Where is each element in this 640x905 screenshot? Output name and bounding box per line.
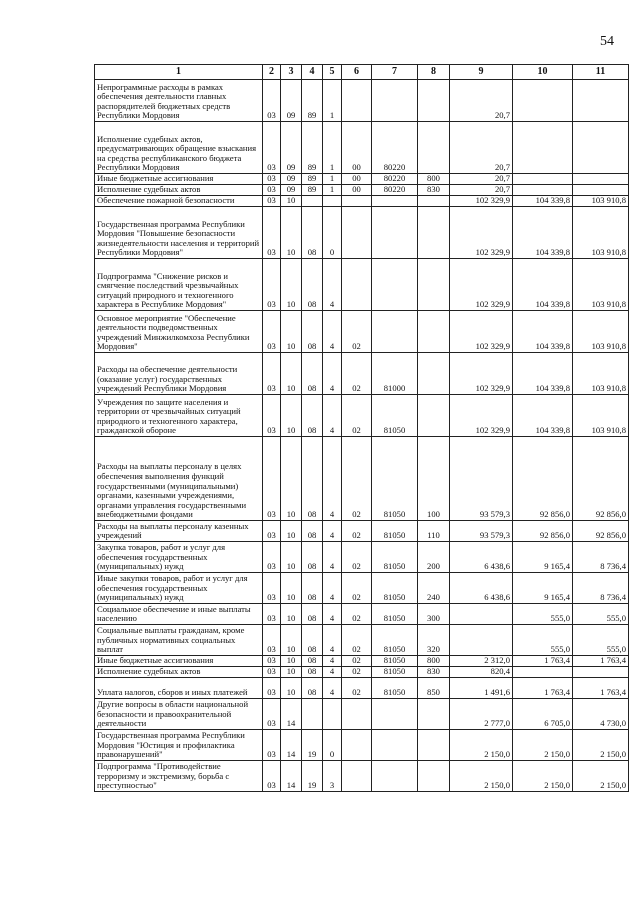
cell-col-5	[323, 196, 342, 207]
cell-col-10: 104 339,8	[513, 207, 573, 259]
cell-col-10	[513, 80, 573, 122]
cell-col-11	[573, 667, 629, 678]
cell-col-4	[302, 196, 323, 207]
cell-col-7	[372, 259, 418, 311]
cell-col-3: 14	[281, 761, 302, 792]
cell-col-6	[342, 761, 372, 792]
row-name-cell: Исполнение судебных актов	[95, 185, 263, 196]
table-row	[95, 573, 629, 604]
column-header-2: 2	[263, 65, 281, 80]
cell-col-8	[418, 80, 450, 122]
cell-col-6: 02	[342, 625, 372, 656]
row-name-cell: Расходы на обеспечение деятельности (оказание услуг) государственных учреждений Республики Мордовия	[95, 353, 263, 395]
cell-col-8	[418, 730, 450, 761]
row-name-cell: Иные закупки товаров, работ и услуг для обеспечения государственных (муниципальных) нужд	[95, 573, 263, 604]
cell-col-2: 03	[263, 122, 281, 174]
table-row	[95, 625, 629, 656]
cell-col-8	[418, 311, 450, 353]
cell-col-11: 8 736,4	[573, 573, 629, 604]
cell-col-6: 02	[342, 678, 372, 699]
cell-col-3: 10	[281, 196, 302, 207]
cell-col-9: 93 579,3	[450, 521, 513, 542]
row-name-cell: Социальное обеспечение и иные выплаты населению	[95, 604, 263, 625]
cell-col-4: 19	[302, 730, 323, 761]
cell-col-4	[302, 699, 323, 730]
cell-col-5: 4	[323, 656, 342, 667]
cell-col-5: 4	[323, 437, 342, 521]
cell-col-4: 08	[302, 353, 323, 395]
cell-col-2: 03	[263, 196, 281, 207]
cell-col-7: 81050	[372, 395, 418, 437]
cell-col-9: 20,7	[450, 80, 513, 122]
table-row	[95, 761, 629, 792]
cell-col-6: 00	[342, 174, 372, 185]
cell-col-2: 03	[263, 207, 281, 259]
row-name-cell: Обеспечение пожарной безопасности	[95, 196, 263, 207]
column-header-6: 6	[342, 65, 372, 80]
cell-col-9: 102 329,9	[450, 395, 513, 437]
column-header-8: 8	[418, 65, 450, 80]
row-name-cell: Другие вопросы в области национальной безопасности и правоохранительной деятельности	[95, 699, 263, 730]
cell-col-2: 03	[263, 259, 281, 311]
table-row	[95, 80, 629, 122]
cell-col-7: 81050	[372, 542, 418, 573]
cell-col-8	[418, 699, 450, 730]
cell-col-6: 02	[342, 656, 372, 667]
cell-col-2: 03	[263, 656, 281, 667]
cell-col-7: 81050	[372, 667, 418, 678]
cell-col-11	[573, 185, 629, 196]
cell-col-9: 2 150,0	[450, 761, 513, 792]
row-name-cell: Основное мероприятие "Обеспечение деятельности подведомственных учреждений Минжилкомхоза Республики Мордовия"	[95, 311, 263, 353]
cell-col-7: 81050	[372, 678, 418, 699]
cell-col-11: 92 856,0	[573, 437, 629, 521]
cell-col-11: 92 856,0	[573, 521, 629, 542]
table-row	[95, 353, 629, 395]
row-name-cell: Социальные выплаты гражданам, кроме публичных нормативных социальных выплат	[95, 625, 263, 656]
cell-col-4: 08	[302, 521, 323, 542]
cell-col-8	[418, 196, 450, 207]
cell-col-10	[513, 174, 573, 185]
cell-col-11: 8 736,4	[573, 542, 629, 573]
cell-col-7: 81000	[372, 353, 418, 395]
cell-col-5: 1	[323, 174, 342, 185]
cell-col-9	[450, 604, 513, 625]
cell-col-11	[573, 80, 629, 122]
table-row	[95, 395, 629, 437]
row-name-cell: Расходы на выплаты персоналу в целях обеспечения выполнения функций государственными (муниципальными) органами, казенными учреждениями, органами управления государственными внебюджетными фондами	[95, 437, 263, 521]
cell-col-7	[372, 699, 418, 730]
cell-col-5: 4	[323, 311, 342, 353]
cell-col-3: 10	[281, 207, 302, 259]
cell-col-2: 03	[263, 353, 281, 395]
cell-col-3: 10	[281, 656, 302, 667]
cell-col-7	[372, 207, 418, 259]
cell-col-3: 10	[281, 353, 302, 395]
cell-col-7: 80220	[372, 174, 418, 185]
cell-col-8: 110	[418, 521, 450, 542]
header-row	[95, 65, 629, 80]
cell-col-2: 03	[263, 542, 281, 573]
cell-col-6: 02	[342, 573, 372, 604]
cell-col-4: 19	[302, 761, 323, 792]
row-name-cell: Исполнение судебных актов, предусматривающих обращение взыскания на средства республиканского бюджета Республики Мордовия	[95, 122, 263, 174]
column-header-7: 7	[372, 65, 418, 80]
cell-col-3: 10	[281, 604, 302, 625]
cell-col-6: 02	[342, 542, 372, 573]
table-row	[95, 185, 629, 196]
cell-col-11: 4 730,0	[573, 699, 629, 730]
cell-col-4: 89	[302, 185, 323, 196]
cell-col-3: 10	[281, 259, 302, 311]
cell-col-2: 03	[263, 80, 281, 122]
cell-col-5: 1	[323, 80, 342, 122]
cell-col-6: 02	[342, 604, 372, 625]
cell-col-8	[418, 395, 450, 437]
table-row	[95, 542, 629, 573]
cell-col-10: 1 763,4	[513, 656, 573, 667]
cell-col-11: 1 763,4	[573, 678, 629, 699]
cell-col-6: 02	[342, 353, 372, 395]
cell-col-9: 1 491,6	[450, 678, 513, 699]
cell-col-6	[342, 196, 372, 207]
row-name-cell: Государственная программа Республики Мордовия "Повышение безопасности жизнедеятельности населения и территорий Республики Мордовия"	[95, 207, 263, 259]
column-header-5: 5	[323, 65, 342, 80]
cell-col-6: 00	[342, 122, 372, 174]
cell-col-9: 93 579,3	[450, 437, 513, 521]
cell-col-11: 103 910,8	[573, 311, 629, 353]
cell-col-9: 102 329,9	[450, 196, 513, 207]
cell-col-10: 104 339,8	[513, 353, 573, 395]
cell-col-8: 320	[418, 625, 450, 656]
cell-col-4: 08	[302, 311, 323, 353]
cell-col-3: 10	[281, 311, 302, 353]
cell-col-9: 20,7	[450, 185, 513, 196]
cell-col-6: 00	[342, 185, 372, 196]
row-name-cell: Подпрограмма "Противодействие терроризму и экстремизму, борьба с преступностью"	[95, 761, 263, 792]
cell-col-10	[513, 185, 573, 196]
cell-col-2: 03	[263, 437, 281, 521]
column-header-9: 9	[450, 65, 513, 80]
cell-col-4: 08	[302, 604, 323, 625]
column-header-4: 4	[302, 65, 323, 80]
cell-col-8: 800	[418, 656, 450, 667]
row-name-cell: Государственная программа Республики Мордовия "Юстиция и профилактика правонарушений"	[95, 730, 263, 761]
cell-col-4: 89	[302, 174, 323, 185]
cell-col-4: 08	[302, 437, 323, 521]
cell-col-11: 103 910,8	[573, 196, 629, 207]
cell-col-7: 80220	[372, 122, 418, 174]
cell-col-2: 03	[263, 395, 281, 437]
cell-col-4: 08	[302, 395, 323, 437]
cell-col-6	[342, 207, 372, 259]
cell-col-4: 08	[302, 573, 323, 604]
cell-col-11: 103 910,8	[573, 259, 629, 311]
table-row	[95, 259, 629, 311]
cell-col-5: 0	[323, 730, 342, 761]
cell-col-3: 09	[281, 80, 302, 122]
cell-col-5: 1	[323, 122, 342, 174]
cell-col-2: 03	[263, 699, 281, 730]
cell-col-7	[372, 730, 418, 761]
cell-col-2: 03	[263, 174, 281, 185]
cell-col-5: 0	[323, 207, 342, 259]
cell-col-7: 81050	[372, 437, 418, 521]
cell-col-6: 02	[342, 395, 372, 437]
cell-col-2: 03	[263, 678, 281, 699]
cell-col-5	[323, 699, 342, 730]
cell-col-8: 830	[418, 667, 450, 678]
cell-col-9: 20,7	[450, 174, 513, 185]
cell-col-5: 4	[323, 667, 342, 678]
cell-col-4: 89	[302, 80, 323, 122]
cell-col-9: 20,7	[450, 122, 513, 174]
cell-col-3: 10	[281, 542, 302, 573]
table-row	[95, 122, 629, 174]
cell-col-10: 555,0	[513, 604, 573, 625]
cell-col-2: 03	[263, 185, 281, 196]
row-name-cell: Иные бюджетные ассигнования	[95, 174, 263, 185]
cell-col-2: 03	[263, 573, 281, 604]
cell-col-6	[342, 80, 372, 122]
cell-col-10: 92 856,0	[513, 521, 573, 542]
cell-col-9: 2 312,0	[450, 656, 513, 667]
cell-col-8	[418, 761, 450, 792]
cell-col-9: 2 150,0	[450, 730, 513, 761]
cell-col-5: 4	[323, 521, 342, 542]
cell-col-10: 92 856,0	[513, 437, 573, 521]
table-row	[95, 174, 629, 185]
cell-col-5: 4	[323, 573, 342, 604]
cell-col-6	[342, 699, 372, 730]
cell-col-2: 03	[263, 761, 281, 792]
cell-col-10: 2 150,0	[513, 761, 573, 792]
cell-col-8: 850	[418, 678, 450, 699]
cell-col-11	[573, 174, 629, 185]
row-name-cell: Учреждения по защите населения и территории от чрезвычайных ситуаций природного и техногенного характера, гражданской обороне	[95, 395, 263, 437]
row-name-cell: Исполнение судебных актов	[95, 667, 263, 678]
cell-col-10: 104 339,8	[513, 196, 573, 207]
cell-col-4: 08	[302, 625, 323, 656]
cell-col-8: 300	[418, 604, 450, 625]
cell-col-3: 10	[281, 625, 302, 656]
row-name-cell: Уплата налогов, сборов и иных платежей	[95, 678, 263, 699]
cell-col-11: 2 150,0	[573, 730, 629, 761]
cell-col-8	[418, 353, 450, 395]
cell-col-6	[342, 730, 372, 761]
cell-col-2: 03	[263, 625, 281, 656]
table-row	[95, 196, 629, 207]
table-row	[95, 656, 629, 667]
column-header-10: 10	[513, 65, 573, 80]
table-row	[95, 699, 629, 730]
cell-col-6	[342, 259, 372, 311]
cell-col-3: 09	[281, 174, 302, 185]
cell-col-7: 81050	[372, 656, 418, 667]
cell-col-7	[372, 196, 418, 207]
cell-col-11: 555,0	[573, 625, 629, 656]
cell-col-6: 02	[342, 311, 372, 353]
cell-col-10: 104 339,8	[513, 259, 573, 311]
cell-col-10	[513, 122, 573, 174]
page-number: 54	[600, 34, 614, 49]
column-header-1: 1	[95, 65, 263, 80]
cell-col-10: 6 705,0	[513, 699, 573, 730]
cell-col-2: 03	[263, 604, 281, 625]
cell-col-10: 1 763,4	[513, 678, 573, 699]
cell-col-3: 10	[281, 573, 302, 604]
cell-col-10: 555,0	[513, 625, 573, 656]
cell-col-3: 10	[281, 678, 302, 699]
table-row	[95, 311, 629, 353]
cell-col-3: 10	[281, 437, 302, 521]
cell-col-8	[418, 122, 450, 174]
cell-col-5: 4	[323, 604, 342, 625]
row-name-cell: Расходы на выплаты персоналу казенных учреждений	[95, 521, 263, 542]
cell-col-2: 03	[263, 667, 281, 678]
cell-col-8: 200	[418, 542, 450, 573]
cell-col-2: 03	[263, 311, 281, 353]
cell-col-8: 100	[418, 437, 450, 521]
column-header-3: 3	[281, 65, 302, 80]
cell-col-9	[450, 625, 513, 656]
cell-col-7: 81050	[372, 521, 418, 542]
cell-col-9: 102 329,9	[450, 259, 513, 311]
cell-col-11	[573, 122, 629, 174]
cell-col-11: 103 910,8	[573, 353, 629, 395]
cell-col-9: 2 777,0	[450, 699, 513, 730]
cell-col-6: 02	[342, 437, 372, 521]
budget-table	[94, 64, 629, 792]
cell-col-9: 820,4	[450, 667, 513, 678]
cell-col-4: 08	[302, 678, 323, 699]
cell-col-6: 02	[342, 521, 372, 542]
cell-col-7: 81050	[372, 573, 418, 604]
cell-col-11: 103 910,8	[573, 395, 629, 437]
cell-col-3: 10	[281, 395, 302, 437]
cell-col-7	[372, 761, 418, 792]
cell-col-9: 102 329,9	[450, 311, 513, 353]
cell-col-9: 6 438,6	[450, 573, 513, 604]
column-header-11: 11	[573, 65, 629, 80]
table-row	[95, 437, 629, 521]
cell-col-5: 1	[323, 185, 342, 196]
cell-col-10	[513, 667, 573, 678]
table-row	[95, 667, 629, 678]
cell-col-5: 4	[323, 353, 342, 395]
cell-col-4: 08	[302, 259, 323, 311]
cell-col-8	[418, 259, 450, 311]
cell-col-3: 14	[281, 730, 302, 761]
cell-col-5: 4	[323, 542, 342, 573]
cell-col-7	[372, 311, 418, 353]
cell-col-11: 103 910,8	[573, 207, 629, 259]
cell-col-11: 555,0	[573, 604, 629, 625]
cell-col-10: 104 339,8	[513, 311, 573, 353]
cell-col-2: 03	[263, 730, 281, 761]
cell-col-2: 03	[263, 521, 281, 542]
row-name-cell: Закупка товаров, работ и услуг для обеспечения государственных (муниципальных) нужд	[95, 542, 263, 573]
cell-col-10: 104 339,8	[513, 395, 573, 437]
table-row	[95, 678, 629, 699]
cell-col-3: 10	[281, 521, 302, 542]
cell-col-7: 81050	[372, 625, 418, 656]
cell-col-10: 2 150,0	[513, 730, 573, 761]
table-row	[95, 730, 629, 761]
cell-col-10: 9 165,4	[513, 573, 573, 604]
cell-col-7	[372, 80, 418, 122]
cell-col-5: 4	[323, 259, 342, 311]
cell-col-3: 10	[281, 667, 302, 678]
cell-col-4: 08	[302, 656, 323, 667]
cell-col-8: 800	[418, 174, 450, 185]
cell-col-8	[418, 207, 450, 259]
cell-col-3: 09	[281, 122, 302, 174]
table-row	[95, 207, 629, 259]
cell-col-3: 14	[281, 699, 302, 730]
cell-col-4: 08	[302, 667, 323, 678]
cell-col-7: 80220	[372, 185, 418, 196]
table-row	[95, 521, 629, 542]
cell-col-8: 240	[418, 573, 450, 604]
row-name-cell: Непрограммные расходы в рамках обеспечения деятельности главных распорядителей бюджетных средств Республики Мордовия	[95, 80, 263, 122]
cell-col-3: 09	[281, 185, 302, 196]
cell-col-5: 4	[323, 678, 342, 699]
table-row	[95, 604, 629, 625]
cell-col-11: 2 150,0	[573, 761, 629, 792]
cell-col-4: 08	[302, 542, 323, 573]
row-name-cell: Иные бюджетные ассигнования	[95, 656, 263, 667]
cell-col-8: 830	[418, 185, 450, 196]
cell-col-10: 9 165,4	[513, 542, 573, 573]
cell-col-6: 02	[342, 667, 372, 678]
cell-col-5: 4	[323, 395, 342, 437]
cell-col-9: 6 438,6	[450, 542, 513, 573]
cell-col-7: 81050	[372, 604, 418, 625]
cell-col-4: 89	[302, 122, 323, 174]
cell-col-5: 4	[323, 625, 342, 656]
cell-col-9: 102 329,9	[450, 207, 513, 259]
cell-col-11: 1 763,4	[573, 656, 629, 667]
cell-col-5: 3	[323, 761, 342, 792]
cell-col-4: 08	[302, 207, 323, 259]
row-name-cell: Подпрограмма "Снижение рисков и смягчение последствий чрезвычайных ситуаций природного и техногенного характера в Республике Мордовия"	[95, 259, 263, 311]
cell-col-9: 102 329,9	[450, 353, 513, 395]
